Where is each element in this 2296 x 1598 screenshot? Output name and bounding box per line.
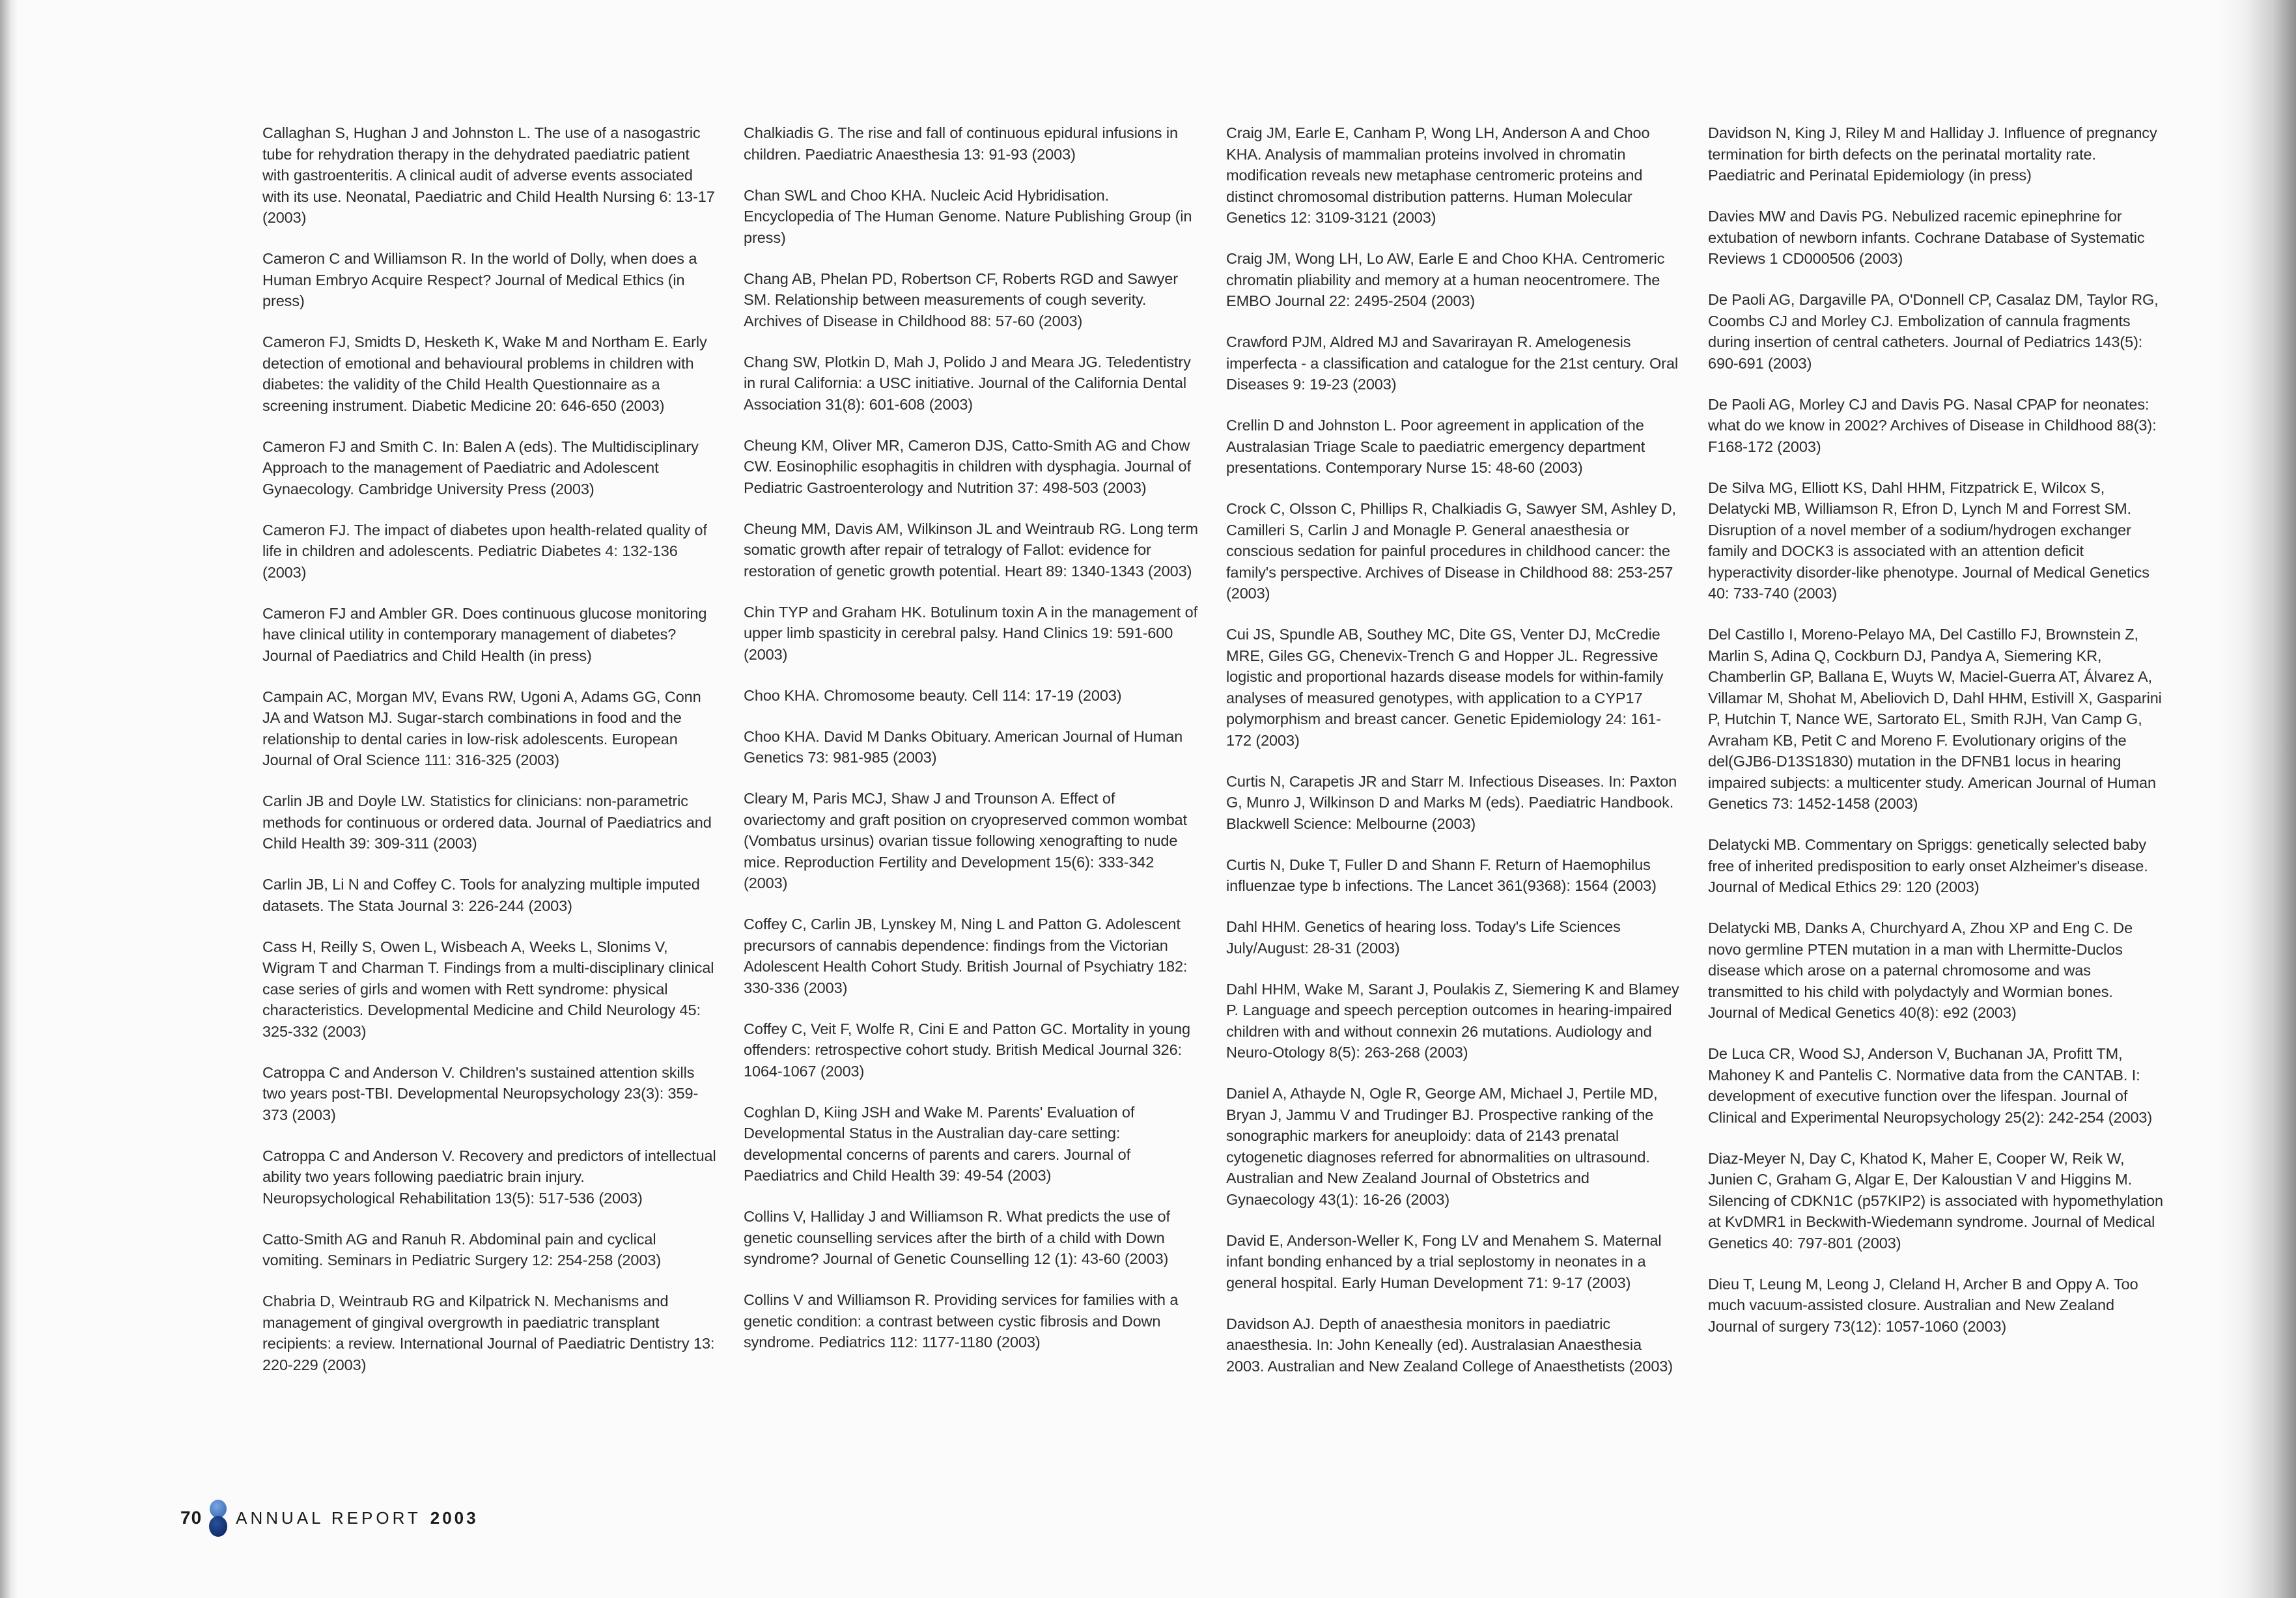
reference-entry: Carlin JB, Li N and Coffey C. Tools for analyzing multiple imputed datasets. The Stata Journal 3: 226-244 (2003) [262, 876, 700, 914]
reference-entry: Dahl HHM, Wake M, Sarant J, Poulakis Z, Siemering K and Blamey P. Language and speech perception outcomes in hearing-impaired children with and without connexin 26 mutations. Audiology and Neuro-Otology 8(5): 263-268 (2003) [1226, 980, 1679, 1061]
reference-entry: Cass H, Reilly S, Owen L, Wisbeach A, Weeks L, Slonims V, Wigram T and Charman T. Findings from a multi-disciplinary clinical case series of girls and women with Rett syndrome: physical characteristics. Developmental Medicine and Child Neurology 45: 325-332 (2003) [262, 938, 714, 1040]
reference-entry: Choo KHA. David M Danks Obituary. American Journal of Human Genetics 73: 981-985 (2003) [744, 727, 1183, 766]
reference-entry: Coghlan D, Kiing JSH and Wake M. Parents' Evaluation of Developmental Status in the Australian day-care setting: developmental concerns of parents and carers. Journal of Paediatrics and Child Health 39: 49-54 (2003) [744, 1103, 1135, 1184]
reference-entry: Callaghan S, Hughan J and Johnston L. The use of a nasogastric tube for rehydration therapy in the dehydrated paediatric patient with gastroenteritis. A clinical audit of adverse events associated with its use. Neonatal, Paediatric and Child Health Nursing 6: 13-17 (2003) [262, 124, 715, 226]
reference-entry: Crellin D and Johnston L. Poor agreement in application of the Australasian Triage Scale to paediatric emergency department presentations. Contemporary Nurse 15: 48-60 (2003) [1226, 417, 1645, 476]
reference-entry: Cameron FJ, Smidts D, Hesketh K, Wake M and Northam E. Early detection of emotional and behavioural problems in children with diabetes: the validity of the Child Health Questionnaire as a screening instrument. Diabetic Medicine 20: 646-650 (2003) [262, 333, 707, 414]
report-year: 2003 [430, 1507, 479, 1528]
reference-column-1 [262, 122, 718, 1395]
reference-entry: Catto-Smith AG and Ranuh R. Abdominal pain and cyclical vomiting. Seminars in Pediatric Surgery 12: 254-258 (2003) [262, 1230, 662, 1269]
reference-entry: Chin TYP and Graham HK. Botulinum toxin A in the management of upper limb spasticity in cerebral palsy. Hand Clinics 19: 591-600 (2003) [744, 603, 1198, 663]
reference-entry: De Silva MG, Elliott KS, Dahl HHM, Fitzpatrick E, Wilcox S, Delatycki MB, Williamson R, Efron D, Lynch M and Forrest SM. Disruption of a novel member of a sodium/hydrogen exchanger family and DOCK3 is associated with an attention deficit hyperactivity disorder-like phenotype. Journal of Medical Genetics 40: 733-740 (2003) [1708, 479, 2149, 602]
reference-entry: Craig JM, Wong LH, Lo AW, Earle E and Choo KHA. Centromeric chromatin pliability and memory at a human neocentromere. The EMBO Journal 22: 2495-2504 (2003) [1226, 250, 1665, 309]
blue-bead-logo-icon [208, 1498, 228, 1538]
reference-entry: Cameron FJ. The impact of diabetes upon health-related quality of life in children and adolescents. Pediatric Diabetes 4: 132-136 (2003) [262, 521, 707, 581]
reference-entry: Delatycki MB, Danks A, Churchyard A, Zhou XP and Eng C. De novo germline PTEN mutation in a man with Lhermitte-Duclos disease which arose on a paternal chromosome and was transmitted to his child with polydactyly and Wormian bones. Journal of Medical Genetics 40(8): e92 (2003) [1708, 919, 2133, 1021]
reference-entry: Cheung KM, Oliver MR, Cameron DJS, Catto-Smith AG and Chow CW. Eosinophilic esophagitis in children with dysphagia. Journal of Pediatric Gastroenterology and Nutrition 37: 498-503 (2003) [744, 436, 1191, 496]
reference-entry: De Paoli AG, Morley CJ and Davis PG. Nasal CPAP for neonates: what do we know in 2002? Archives of Disease in Childhood 88(3): F168-172 (2003) [1708, 395, 2157, 455]
reference-columns [0, 122, 2296, 1490]
reference-entry: Curtis N, Carapetis JR and Starr M. Infectious Diseases. In: Paxton G, Munro J, Wilkinson D and Marks M (eds). Paediatric Handbook. Blackwell Science: Melbourne (2003) [1226, 772, 1677, 832]
report-title: ANNUAL REPORT [236, 1507, 421, 1528]
reference-entry: Carlin JB and Doyle LW. Statistics for clinicians: non-parametric methods for continuous or ordered data. Journal of Paediatrics and Child Health 39: 309-311 (2003) [262, 792, 712, 852]
reference-entry: Diaz-Meyer N, Day C, Khatod K, Maher E, Cooper W, Reik W, Junien C, Graham G, Algar E, Der Kaloustian V and Higgins M. Silencing of CDKN1C (p57KIP2) is associated with hypomethylation at KvDMR1 in Beckwith-Wiedemann syndrome. Journal of Medical Genetics 40: 797-801 (2003) [1708, 1149, 2163, 1252]
reference-entry: Chabria D, Weintraub RG and Kilpatrick N. Mechanisms and management of gingival overgrowth in paediatric transplant recipients: a review. International Journal of Paediatric Dentistry 13: 220-229 (2003) [262, 1293, 715, 1373]
reference-entry: Crawford PJM, Aldred MJ and Savarirayan R. Amelogenesis imperfecta - a classification and catalogue for the 21st century. Oral Diseases 9: 19-23 (2003) [1226, 333, 1678, 393]
reference-entry: Cameron FJ and Smith C. In: Balen A (eds). The Multidisciplinary Approach to the management of Paediatric and Adolescent Gynaecology. Cambridge University Press (2003) [262, 438, 699, 498]
reference-entry: Crock C, Olsson C, Phillips R, Chalkiadis G, Sawyer SM, Ashley D, Camilleri S, Carlin J and Monagle P. General anaesthesia or conscious sedation for painful procedures in childhood cancer: the family's perspective. Archives of Disease in Childhood 88: 253-257 (2003) [1226, 500, 1676, 602]
reference-entry: Collins V and Williamson R. Providing services for families with a genetic condition: a contrast between cystic fibrosis and Down syndrome. Pediatrics 112: 1177-1180 (2003) [744, 1291, 1179, 1351]
reference-entry: Collins V, Halliday J and Williamson R. What predicts the use of genetic counselling services after the birth of a child with Down syndrome? Journal of Genetic Counselling 12 (1): 43-60 (2003) [744, 1208, 1170, 1267]
reference-column-3 [1226, 122, 1682, 1397]
reference-entry: David E, Anderson-Weller K, Fong LV and Menahem S. Maternal infant bonding enhanced by a trial seplostomy in neonates in a general hospital. Early Human Development 71: 9-17 (2003) [1226, 1231, 1662, 1291]
reference-entry: De Paoli AG, Dargaville PA, O'Donnell CP, Casalaz DM, Taylor RG, Coombs CJ and Morley CJ. Embolization of cannula fragments during insertion of central catheters. Journal of Pediatrics 143(5): 690-691 (2003) [1708, 291, 2159, 372]
reference-entry: Chang SW, Plotkin D, Mah J, Polido J and Meara JG. Teledentistry in rural California: a USC initiative. Journal of the California Dental Association 31(8): 601-608 (2003) [744, 353, 1191, 413]
page-number: 70 [180, 1507, 203, 1528]
reference-entry: Cameron FJ and Ambler GR. Does continuous glucose monitoring have clinical utility in contemporary management of diabetes? Journal of Paediatrics and Child Health (in press) [262, 604, 707, 664]
reference-entry: Delatycki MB. Commentary on Spriggs: genetically selected baby free of inherited predisposition to early onset Alzheimer's disease. Journal of Medical Ethics 29: 120 (2003) [1708, 836, 2148, 895]
reference-entry: Chang AB, Phelan PD, Robertson CF, Roberts RGD and Sawyer SM. Relationship between measurements of cough severity. Archives of Disease in Childhood 88: 57-60 (2003) [744, 270, 1178, 329]
reference-entry: De Luca CR, Wood SJ, Anderson V, Buchanan JA, Profitt TM, Mahoney K and Pantelis C. Normative data from the CANTAB. I: development of executive function over the lifespan. Journal of Clinical and Experimental Neuropsychology 25(2): 242-254 (2003) [1708, 1045, 2153, 1126]
reference-entry: Craig JM, Earle E, Canham P, Wong LH, Anderson A and Choo KHA. Analysis of mammalian proteins involved in chromatin modification reveals new metaphase centromeric proteins and distinct chromosomal distribution patterns. Human Molecular Genetics 12: 3109-3121 (2003) [1226, 124, 1650, 226]
reference-entry: Coffey C, Carlin JB, Lynskey M, Ning L and Patton G. Adolescent precursors of cannabis dependence: findings from the Victorian Adolescent Health Cohort Study. British Journal of Psychiatry 182: 330-336 (2003) [744, 916, 1188, 996]
reference-entry: Cheung MM, Davis AM, Wilkinson JL and Weintraub RG. Long term somatic growth after repair of tetralogy of Fallot: evidence for restoration of genetic growth potential. Heart 89: 1340-1343 (2003) [744, 520, 1198, 580]
reference-entry: Dahl HHM. Genetics of hearing loss. Today's Life Sciences July/August: 28-31 (2003) [1226, 918, 1621, 957]
reference-column-2 [744, 122, 1199, 1373]
reference-entry: Catroppa C and Anderson V. Children's sustained attention skills two years post-TBI. Developmental Neuropsychology 23(3): 359-373 (2003) [262, 1063, 699, 1123]
reference-entry: Choo KHA. Chromosome beauty. Cell 114: 17-19 (2003) [744, 686, 1122, 704]
reference-entry: Daniel A, Athayde N, Ogle R, George AM, Michael J, Pertile MD, Bryan J, Jammu V and Trudinger BJ. Prospective ranking of the sonographic markers for aneuploidy: data of 2143 prenatal cytogenetic diagnoses referred for abnormalities on ultrasound. Australian and New Zealand Journal of Obstetrics and Gynaecology 43(1): 16-26 (2003) [1226, 1085, 1658, 1208]
reference-entry: Cameron C and Williamson R. In the world of Dolly, when does a Human Embryo Acquire Respect? Journal of Medical Ethics (in press) [262, 250, 697, 309]
reference-entry: Chalkiadis G. The rise and fall of continuous epidural infusions in children. Paediatric Anaesthesia 13: 91-93 (2003) [744, 124, 1178, 163]
reference-entry: Davidson N, King J, Riley M and Halliday J. Influence of pregnancy termination for birth defects on the perinatal mortality rate. Paediatric and Perinatal Epidemiology (in press) [1708, 124, 2157, 184]
reference-entry: Campain AC, Morgan MV, Evans RW, Ugoni A, Adams GG, Conn JA and Watson MJ. Sugar-starch combinations in food and the relationship to dental caries in low-risk adolescents. European Journal of Oral Science 111: 316-325 (2003) [262, 688, 701, 768]
reference-entry: Davidson AJ. Depth of anaesthesia monitors in paediatric anaesthesia. In: John Keneally (ed). Australasian Anaesthesia 2003. Australian and New Zealand College of Anaesthetists (2003) [1226, 1315, 1673, 1375]
reference-entry: Del Castillo I, Moreno-Pelayo MA, Del Castillo FJ, Brownstein Z, Marlin S, Adina Q, Cockburn DJ, Pandya A, Siemering KR, Chamberlin GP, Ballana E, Wuyts W, Maciel-Guerra AT, Álvarez A, Villamar M, Shohat M, Abeliovich D, Dahl HHM, Estivill X, Gasparini P, Hutchin T, Nance WE, Sartorato EL, Smith RJH, Van Camp G, Avraham KB, Petit C and Moreno F. Evolutionary origins of the del(GJB6-D13S1830) mutation in the DFNB1 locus in hearing impaired subjects: a multicenter study. American Journal of Human Genetics 73: 1452-1458 (2003) [1708, 626, 2162, 812]
reference-entry: Dieu T, Leung M, Leong J, Cleland H, Archer B and Oppy A. Too much vacuum-assisted closure. Australian and New Zealand Journal of surgery 73(12): 1057-1060 (2003) [1708, 1275, 2138, 1335]
reference-entry: Cui JS, Spundle AB, Southey MC, Dite GS, Venter DJ, McCredie MRE, Giles GG, Chenevix-Trench G and Hopper JL. Regressive logistic and proportional hazards disease models for within-family analyses of measured genotypes, with application to a CYP17 polymorphism and breast cancer. Genetic Epidemiology 24: 161-172 (2003) [1226, 626, 1664, 749]
reference-entry: Catroppa C and Anderson V. Recovery and predictors of intellectual ability two years following paediatric brain injury. Neuropsychological Rehabilitation 13(5): 517-536 (2003) [262, 1147, 716, 1207]
reference-entry: Cleary M, Paris MCJ, Shaw J and Trounson A. Effect of ovariectomy and graft position on cryopreserved common wombat (Vombatus ursinus) ovarian tissue following xenografting to nude mice. Reproduction Fertility and Development 15(6): 333-342 (2003) [744, 790, 1187, 891]
reference-entry: Curtis N, Duke T, Fuller D and Shann F. Return of Haemophilus influenzae type b infections. The Lancet 361(9368): 1564 (2003) [1226, 856, 1657, 894]
reference-entry: Coffey C, Veit F, Wolfe R, Cini E and Patton GC. Mortality in young offenders: retrospective cohort study. British Medical Journal 326: 1064-1067 (2003) [744, 1020, 1190, 1080]
reference-column-4 [1708, 122, 2164, 1357]
reference-entry: Davies MW and Davis PG. Nebulized racemic epinephrine for extubation of newborn infants. Cochrane Database of Systematic Reviews 1 CD000506 (2003) [1708, 208, 2145, 267]
reference-entry: Chan SWL and Choo KHA. Nucleic Acid Hybridisation. Encyclopedia of The Human Genome. Nature Publishing Group (in press) [744, 186, 1192, 246]
page-footer [180, 1495, 479, 1541]
